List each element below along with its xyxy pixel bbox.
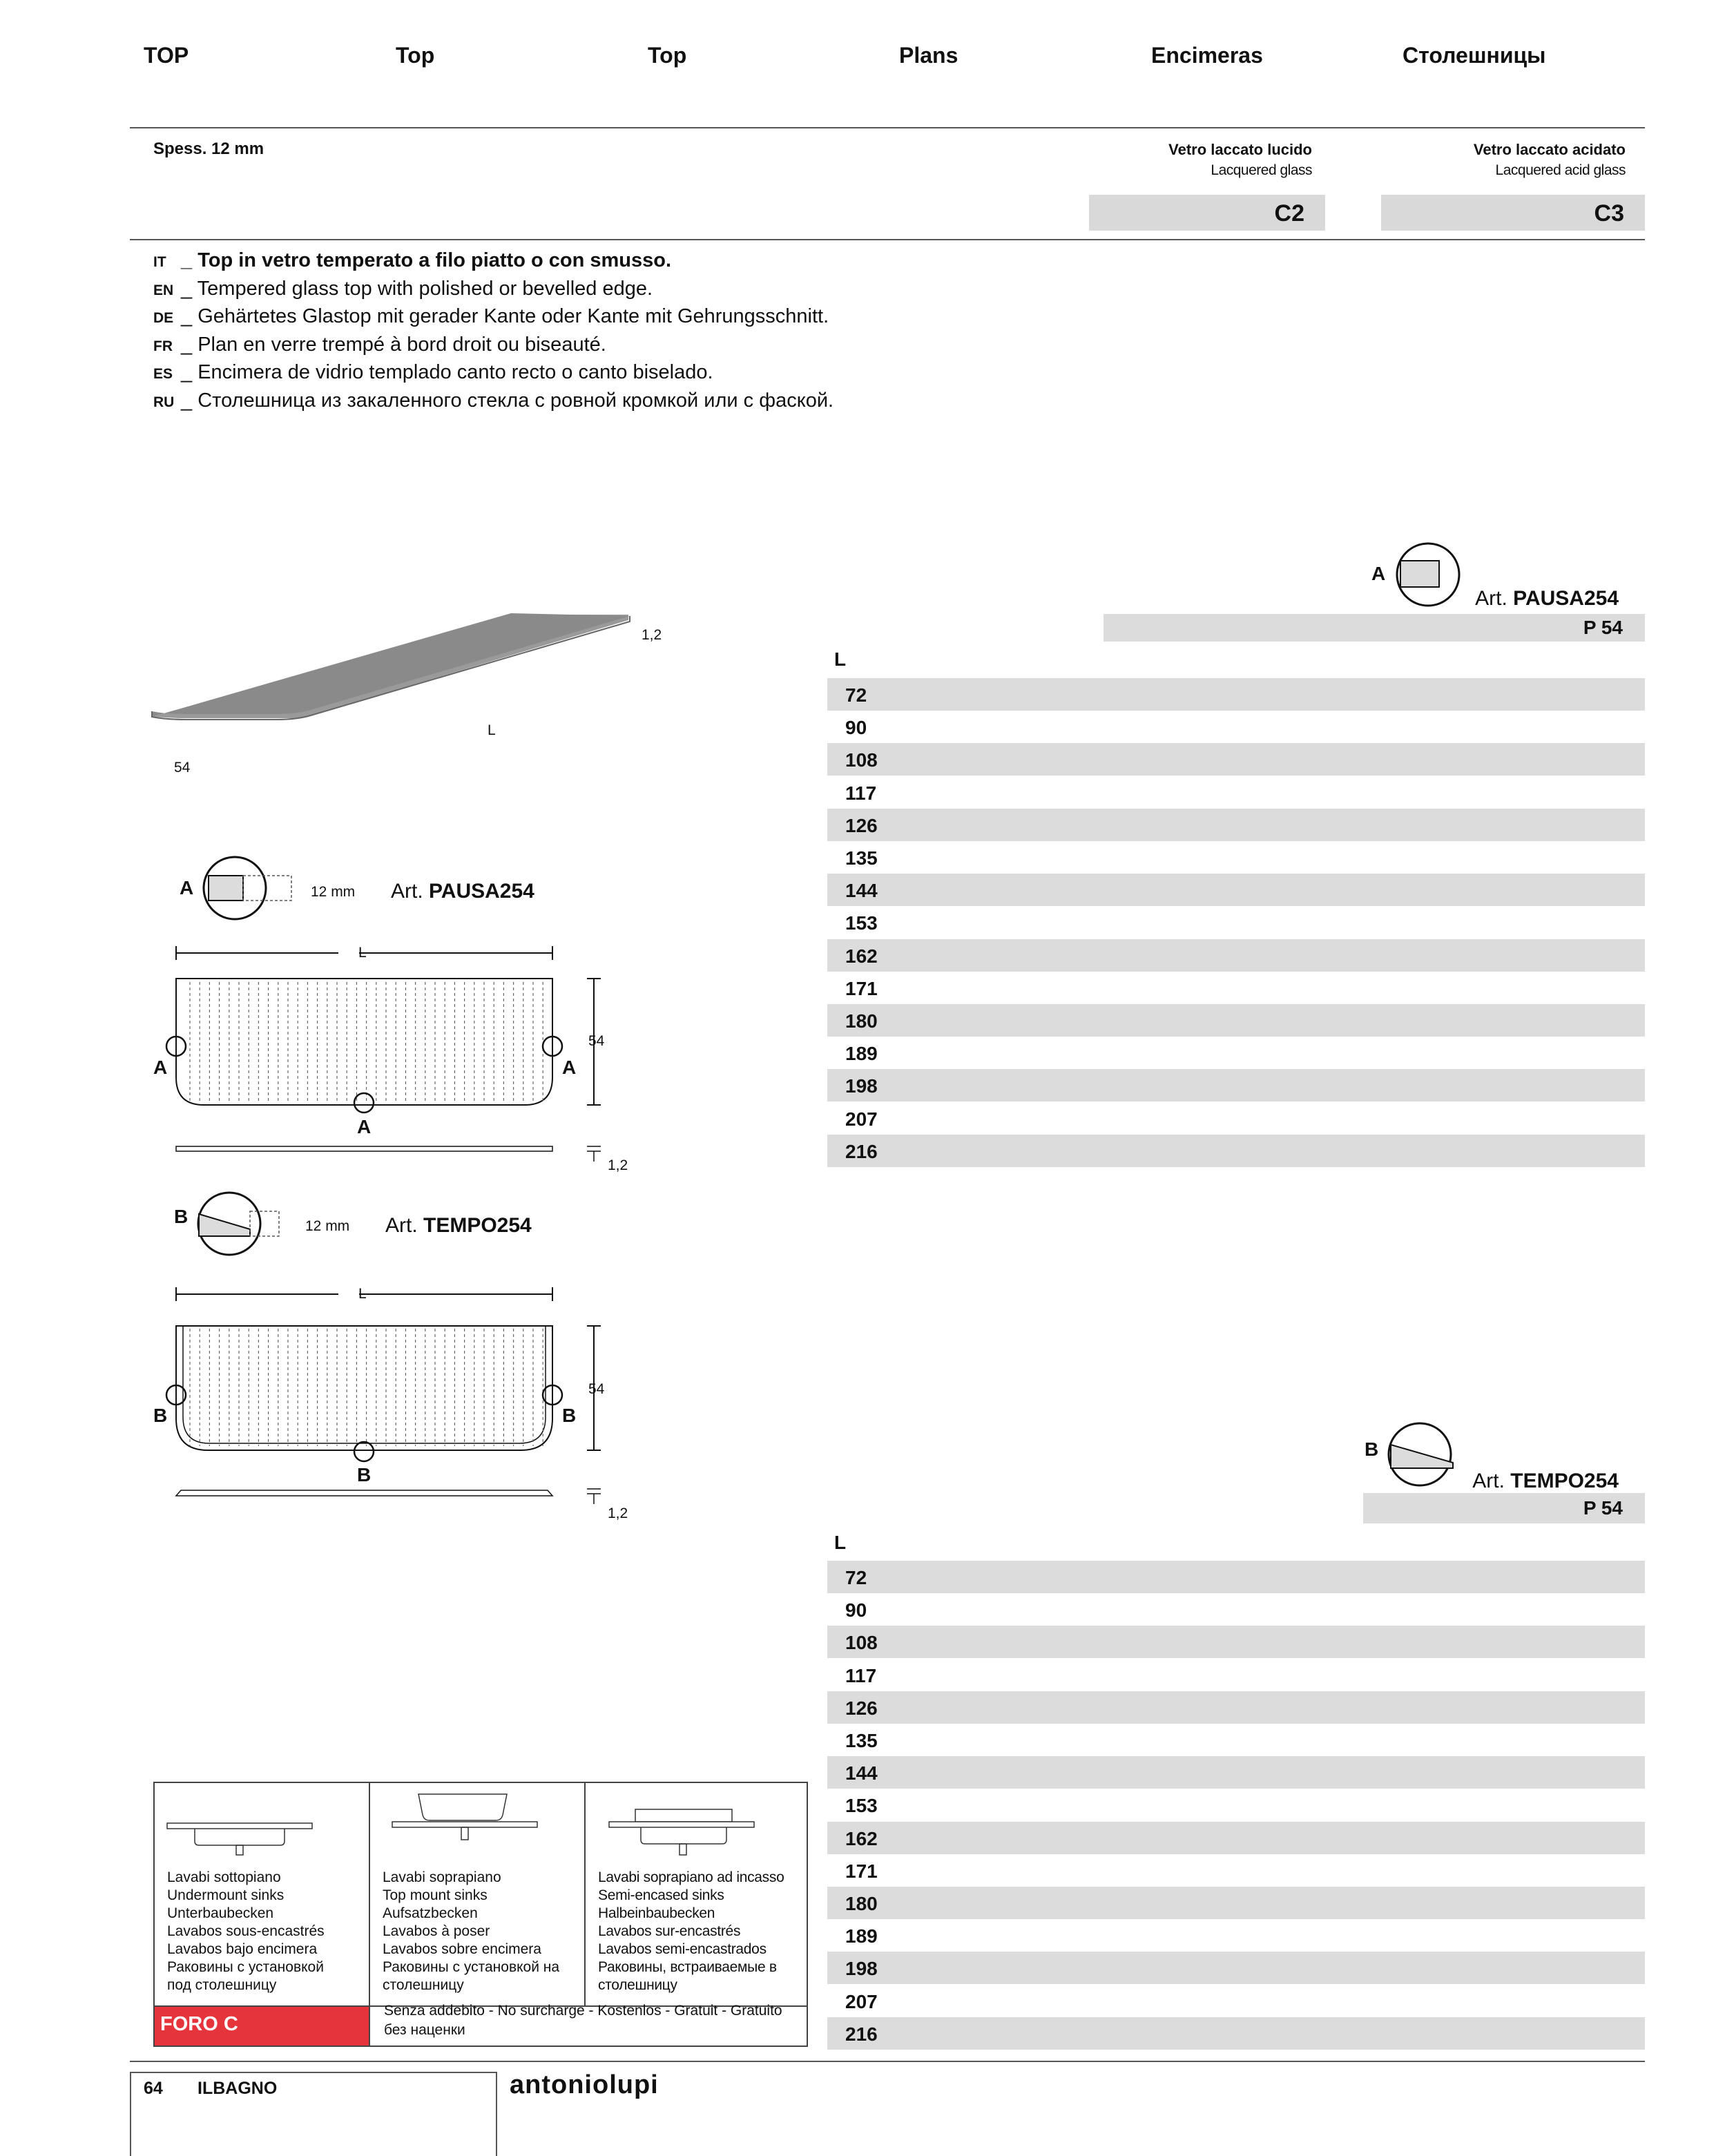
table-a-row: 108 — [827, 743, 1645, 776]
sink-line: Lavabos sur-encastrés — [598, 1923, 741, 1939]
table-b-art — [1472, 1470, 1619, 1493]
foro-label: FORO C — [160, 2013, 238, 2035]
edge-thickness-b: 12 mm — [305, 1218, 350, 1234]
sink-divider-1 — [369, 1782, 370, 2047]
art-code: PAUSA254 — [1513, 587, 1619, 610]
foro-note-2: без наценки — [384, 2022, 465, 2038]
sink-line: под столешницу — [167, 1977, 277, 1993]
sink-line: Unterbaubecken — [167, 1905, 274, 1921]
table-a-header-band — [1104, 614, 1645, 642]
lang-code: DE — [153, 310, 174, 326]
plan-b-thick: 1,2 — [608, 1505, 628, 1521]
lang-code: ES — [153, 366, 173, 382]
sink-line: Semi-encased sinks — [598, 1887, 724, 1903]
sink-text-semi-encased — [598, 1869, 784, 1994]
table-b-column: P 54 — [1583, 1497, 1623, 1519]
table-b-row: 171 — [845, 1860, 878, 1882]
table-a-row: 180 — [827, 1004, 1645, 1037]
sink-line: Lavabos à poser — [383, 1923, 490, 1939]
header-divider — [130, 127, 1645, 128]
thickness-label: Spess. 12 mm — [153, 139, 264, 158]
table-b-row: 126 — [827, 1691, 1645, 1724]
art-prefix: Art. — [385, 1214, 418, 1237]
perspective-thickness: 1,2 — [642, 627, 662, 643]
table-a-edge-icon — [1395, 541, 1464, 610]
material-c3-sub: Lacquered acid glass — [1495, 162, 1626, 178]
table-b-row: 180 — [827, 1887, 1645, 1919]
sink-line: Lavabi soprapiano — [383, 1869, 501, 1885]
sink-text-undermount — [167, 1869, 325, 1994]
table-b-row: 162 — [827, 1822, 1645, 1854]
top-perspective-drawing — [138, 601, 691, 780]
table-b-row: 216 — [827, 2017, 1645, 2050]
sink-line: Lavabos sobre encimera — [383, 1941, 541, 1957]
table-a-row: 198 — [827, 1069, 1645, 1101]
art-prefix: Art. — [1472, 1470, 1505, 1492]
header-title-it: TOP — [144, 43, 189, 68]
header-title-ru: Столешницы — [1403, 43, 1546, 68]
lang-code: EN — [153, 282, 174, 298]
footer-divider — [130, 2061, 1645, 2062]
perspective-depth: 54 — [174, 760, 191, 776]
table-a-row: 162 — [827, 939, 1645, 972]
table-a-header: L — [834, 648, 847, 670]
lang-code: RU — [153, 394, 175, 410]
table-a-row: 144 — [827, 874, 1645, 906]
desc-text: Encimera de vidrio templado canto recto o canto biselado. — [197, 361, 713, 383]
sink-line: Раковины, встраиваемые в — [598, 1959, 777, 1975]
desc-fr: FR _ Plan en verre trempé à bord droit ou biseauté. — [153, 334, 606, 356]
table-b-row: 72 — [827, 1561, 1645, 1593]
sink-line: Undermount sinks — [167, 1887, 285, 1903]
edge-label-b: B — [174, 1206, 189, 1227]
plan-drawing-tempo — [152, 1280, 635, 1515]
table-b-row: 207 — [845, 1990, 878, 2012]
material-c2-code: C2 — [1089, 195, 1325, 231]
table-b-edge-icon — [1387, 1421, 1456, 1490]
section-name: ILBAGNO — [197, 2079, 278, 2098]
art-tempo-drawing — [385, 1214, 532, 1238]
desc-es: ES _ Encimera de vidrio templado canto recto o canto biselado. — [153, 361, 713, 383]
sink-line: Top mount sinks — [383, 1887, 488, 1903]
plan-a-label-bottom: A — [357, 1116, 372, 1137]
header-title-fr: Plans — [899, 43, 958, 68]
material-c2-name: Vetro laccato lucido — [1168, 141, 1312, 158]
table-b-header: L — [834, 1532, 847, 1553]
sink-text-top-mount — [383, 1869, 559, 1994]
desc-de: DE _ Gehärtetes Glastop mit gerader Kante oder Kante mit Gehrungsschnitt. — [153, 305, 829, 327]
table-a-row: 189 — [845, 1043, 878, 1065]
table-b-row: 135 — [845, 1730, 878, 1751]
header-title-en: Top — [396, 43, 435, 68]
plan-b-label-right: B — [562, 1405, 577, 1426]
sink-line: Lavabi sottopiano — [167, 1869, 281, 1885]
sink-line: Раковины с установкой — [167, 1959, 324, 1975]
edge-label-a: A — [180, 877, 194, 898]
plan-a-thick: 1,2 — [608, 1157, 628, 1173]
art-prefix: Art. — [1475, 587, 1507, 610]
header-title-es: Encimeras — [1151, 43, 1263, 68]
table-a-column: P 54 — [1583, 617, 1623, 638]
sink-line: Lavabos bajo encimera — [167, 1941, 318, 1957]
table-a-row: 117 — [845, 782, 877, 804]
perspective-length: L — [488, 722, 496, 738]
desc-en: EN _ Tempered glass top with polished or bevelled edge. — [153, 278, 653, 300]
table-a-row: 135 — [845, 847, 878, 869]
table-b-row: 117 — [845, 1664, 877, 1686]
table-b-row: 189 — [845, 1925, 878, 1947]
desc-text: Столешница из закаленного стекла с ровной кромкой или с фаской. — [197, 389, 834, 412]
sink-line: Lavabos sous-encastrés — [167, 1923, 325, 1939]
desc-text: Plan en verre trempé à bord droit ou biseauté. — [197, 334, 606, 356]
table-a-edge-label: A — [1371, 563, 1386, 584]
table-a-row: 90 — [845, 717, 867, 739]
brand-logo: antoniolupi — [510, 2070, 659, 2099]
plan-a-length: L — [358, 945, 367, 961]
undermount-sink-icon — [163, 1802, 315, 1858]
footer-box — [130, 2072, 497, 2156]
sink-line: Lavabos semi-encastrados — [598, 1941, 767, 1957]
spec-divider — [130, 239, 1645, 240]
sink-line: Раковины с установкой на — [383, 1959, 560, 1975]
table-a-row: 153 — [845, 912, 878, 934]
desc-text: Tempered glass top with polished or bevelled edge. — [197, 278, 653, 300]
table-b-row: 153 — [845, 1795, 878, 1817]
art-prefix: Art. — [391, 880, 423, 903]
desc-text: Gehärtetes Glastop mit gerader Kante oder Kante mit Gehrungsschnitt. — [197, 305, 829, 327]
plan-a-label-right: A — [562, 1057, 577, 1078]
semi-encased-sink-icon — [605, 1802, 757, 1865]
plan-b-label-bottom: B — [357, 1464, 372, 1485]
edge-detail-b-icon — [195, 1189, 298, 1258]
art-code: PAUSA254 — [429, 880, 534, 903]
sink-line: столешницу — [598, 1977, 677, 1993]
plan-b-length: L — [358, 1286, 367, 1302]
table-b-edge-label: B — [1365, 1438, 1379, 1460]
foro-note-1: Senza addebito - No surcharge - Kostenlos - Gratuit - Gratuito — [384, 2003, 782, 2019]
table-b-row: 90 — [845, 1599, 867, 1621]
table-a-row: 171 — [845, 977, 878, 999]
page-number: 64 — [144, 2079, 163, 2098]
art-code: TEMPO254 — [423, 1214, 532, 1237]
material-c2-sub: Lacquered glass — [1211, 162, 1312, 178]
lang-code: FR — [153, 338, 173, 354]
header-title-de: Top — [648, 43, 687, 68]
desc-ru: RU _ Столешница из закаленного стекла с ровной кромкой или с фаской. — [153, 389, 834, 412]
sink-divider-2 — [584, 1782, 586, 2007]
desc-text: Top in vetro temperato a filo piatto o con smusso. — [197, 249, 672, 271]
material-c3-code: C3 — [1381, 195, 1645, 231]
material-c3-name: Vetro laccato acidato — [1473, 141, 1626, 158]
top-mount-sink-icon — [388, 1790, 540, 1859]
edge-detail-a-icon — [200, 854, 304, 923]
edge-thickness-a: 12 mm — [311, 884, 356, 900]
plan-b-label-left: B — [153, 1405, 168, 1426]
sink-line: столешницу — [383, 1977, 464, 1993]
table-b-row: 198 — [827, 1952, 1645, 1984]
plan-b-depth: 54 — [588, 1381, 605, 1397]
table-a-row: 216 — [827, 1135, 1645, 1167]
sink-line: Aufsatzbecken — [383, 1905, 478, 1921]
table-a-row: 207 — [845, 1108, 878, 1130]
table-b-row: 108 — [827, 1626, 1645, 1658]
plan-a-depth: 54 — [588, 1033, 605, 1049]
table-a-row: 126 — [827, 809, 1645, 841]
table-b-row: 144 — [827, 1756, 1645, 1789]
art-pausa-drawing — [391, 880, 534, 903]
table-a-row: 72 — [827, 678, 1645, 711]
art-code: TEMPO254 — [1510, 1470, 1619, 1492]
desc-it: IT _ Top in vetro temperato a filo piatto o con smusso. — [153, 249, 672, 271]
sink-line: Lavabi soprapiano ad incasso — [598, 1869, 784, 1885]
plan-a-label-left: A — [153, 1057, 168, 1078]
sink-line: Halbeinbaubecken — [598, 1905, 715, 1921]
table-a-art — [1475, 587, 1619, 610]
lang-code: IT — [153, 254, 166, 270]
